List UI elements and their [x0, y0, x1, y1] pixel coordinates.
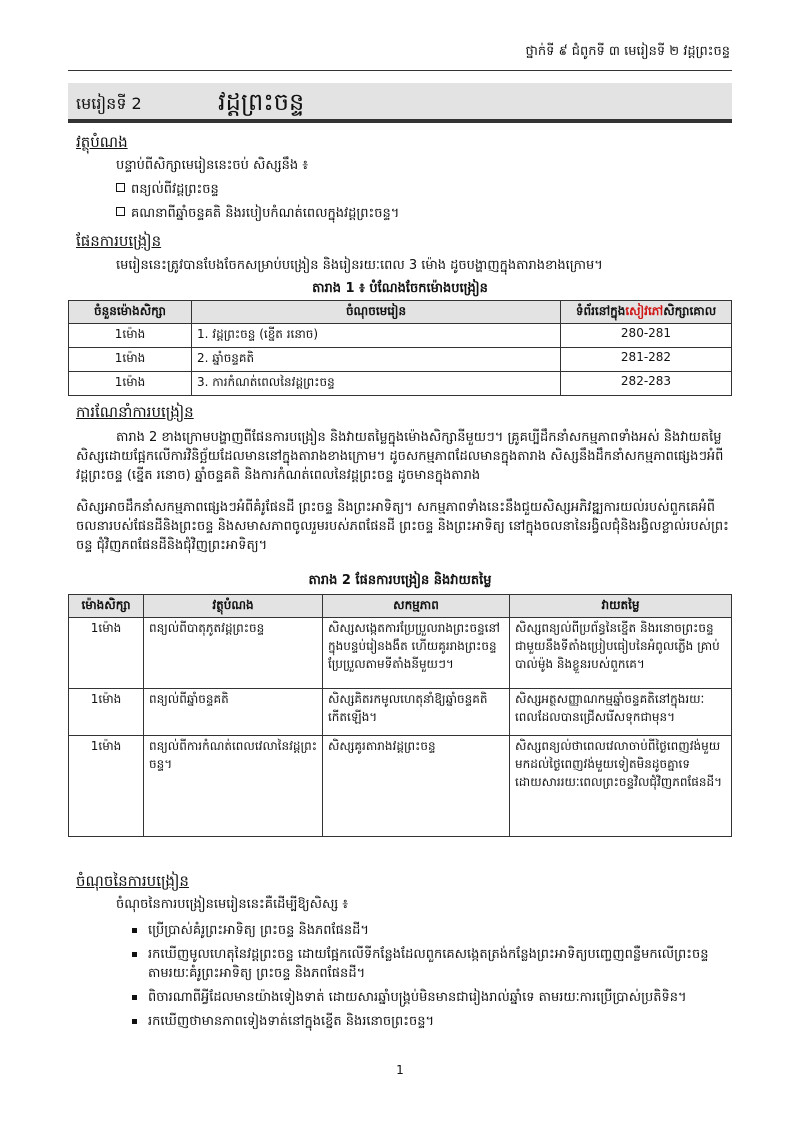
- plan-assessment-table: [68, 594, 732, 837]
- table-cell-hour: 1ម៉ោង: [69, 689, 144, 736]
- page-number: 1: [396, 1063, 404, 1077]
- key-points-list: [132, 921, 732, 1036]
- header-highlight-text: សៀវភៅ: [625, 304, 664, 318]
- objective-text: ពន្យល់ពីវដ្ដព្រះចន្ទ: [131, 182, 219, 197]
- table-cell-pages: 280-281: [561, 324, 732, 348]
- table-header-cell: សកម្មភាព: [323, 595, 510, 618]
- lesson-title-bar: [68, 83, 732, 123]
- lesson-title: វដ្ដព្រះចន្ទ: [218, 88, 305, 116]
- list-item: រកឃើញថាមានភាពទៀងទាត់នៅក្នុងខ្នើត និងរនោចព្រះចន្ទ។: [132, 1012, 732, 1031]
- list-item: ពិចារណាពីអ្វីដែលមានយ៉ាងទៀងទាត់ ដោយសារឆ្នាំបង្គ្រប់មិនមានជារៀងរាល់ឆ្នាំទេ តាមរយៈការប្រើប្រាស់ប្រតិទិន។: [132, 988, 732, 1007]
- table-header-cell: ចំណុចមេរៀន: [192, 301, 561, 324]
- guidance-paragraph-2: សិស្សអាចដឹកនាំសកម្មភាពផ្សេងៗអំពីគំរូផែនដី ព្រះចន្ទ និងព្រះអាទិត្យ។ សកម្មភាពទាំងនេះនឹងជួយសិស្សអភិវឌ្ឍការយល់របស់ពួកគេអំពីចលនារបស់ផែនដីនិងព្រះចន្ទ និងសមាសភាពចូលរួមរបស់ភពផែនដី ព្រះចន្ទ និងព្រះអាទិត្យ នៅក្នុងចលនានៃរង្វិលជុំនិងរង្វិលខ្លាល់របស់ព្រះចន្ទ ជុំវិញភពផែនដីនិងជុំវិញព្រះអាទិត្យ។: [76, 500, 729, 553]
- table-row: [69, 618, 732, 689]
- table-cell-pages: 282-283: [561, 372, 732, 396]
- table-cell-assessment: សិស្សពន្យល់ពីប្រព័ន្ធនៃខ្នើត និងរនោចព្រះចន្ទ ជាមួយនឹងទីតាំងប្រៀបធៀបនៃអំពូលភ្លើង គ្រាប់បាល់ម៉ូង និងខ្លួនរបស់ពួកគេ។: [510, 618, 732, 689]
- table-cell-activity: សិស្សគូរតារាងវដ្ដព្រះចន្ទ: [323, 736, 510, 837]
- guidance-heading: ការណែនាំការបង្រៀន: [76, 403, 194, 421]
- checkbox-bullet-icon: [116, 207, 125, 216]
- table-cell-assessment: សិស្សអត្ថសញ្ញាណកម្មឆ្នាំចន្ទគតិនៅក្នុងរយៈពេលដែលបានជ្រើសរើសទុកជាមុន។: [510, 689, 732, 736]
- table-cell-objective: ពន្យល់ពីឆ្នាំចន្ទគតិ: [144, 689, 323, 736]
- table-row: [69, 372, 732, 396]
- table-cell-hours: 1ម៉ោង: [69, 372, 192, 396]
- table-cell-hours: 1ម៉ោង: [69, 348, 192, 372]
- table-header-cell: [561, 301, 732, 324]
- list-item: ប្រើប្រាស់គំរូព្រះអាទិត្យ ព្រះចន្ទ និងភពផែនដី។: [132, 921, 732, 940]
- table-cell-pages: 281-282: [561, 348, 732, 372]
- table-cell-objective: ពន្យល់ពីការកំណត់ពេលវេលានៃវដ្ដព្រះចន្ទ។: [144, 736, 323, 837]
- table-cell-activity: សិស្សគិតរកមូលហេតុនាំឱ្យឆ្នាំចន្ទគតិកើតឡើង។: [323, 689, 510, 736]
- key-points-heading: ចំណុចនៃការបង្រៀន: [76, 872, 189, 890]
- teaching-plan-heading: ផែនការបង្រៀន: [76, 232, 162, 250]
- table-cell-topic: 3. ការកំណត់ពេលនៃវដ្ដព្រះចន្ទ: [192, 372, 561, 396]
- table-header-cell: ម៉ោងសិក្សា: [69, 595, 144, 618]
- table-row: [69, 736, 732, 837]
- objectives-intro: បន្ទាប់ពីសិក្សាមេរៀននេះចប់ សិស្សនឹង ៖: [116, 158, 309, 173]
- objective-text: គណនាពីឆ្នាំចន្ទគតិ និងរបៀបកំណត់ពេលក្នុងវដ្ដព្រះចន្ទ។: [131, 206, 400, 221]
- lesson-number: មេរៀនទី 2: [76, 94, 142, 113]
- table-header-row: [69, 595, 732, 618]
- table-cell-hours: 1ម៉ោង: [69, 324, 192, 348]
- running-header: ថ្នាក់ទី ៩ ជំពូកទី ៣ មេរៀនទី ២ វដ្ដព្រះចន្ទ: [525, 44, 730, 59]
- objective-item: [116, 205, 399, 223]
- table-header-row: [69, 301, 732, 324]
- table-cell-topic: 1. វដ្ដព្រះចន្ទ (ខ្នើត រនោច): [192, 324, 561, 348]
- table-cell-activity: សិស្សសង្កេតការប្រែប្រួលរាងព្រះចន្ទនៅក្នុងបន្ទប់រៀនងងឹត ហើយគូររាងព្រះចន្ទប្រែប្រួលតាមទីតាំងនីមួយៗ។: [323, 618, 510, 689]
- objective-item: [116, 181, 219, 199]
- table-cell-assessment: សិស្សពន្យល់ថាពេលវេលាចាប់ពីថ្ងៃពេញវង់មួយមកដល់ថ្ងៃពេញវង់មួយទៀតមិនដូចគ្នាទេ ដោយសាររយៈពេលព្រះចន្ទវិលជុំវិញភពផែនដី។: [510, 736, 732, 837]
- table-cell-objective: ពន្យល់ពីបាតុភូតវដ្ដព្រះចន្ទ: [144, 618, 323, 689]
- header-text: ទំព័រនៅក្នុង: [575, 304, 626, 318]
- guidance-paragraph-1: តារាង 2 ខាងក្រោមបង្ហាញពីផែនការបង្រៀន និងវាយតម្លៃក្នុងម៉ោងសិក្សានីមួយៗ។ គ្រូគប្បីដឹកនាំសកម្មភាពទាំងអស់ និងវាយតម្លៃសិស្សដោយផ្អែកលើការវិនិច្ឆ័យដែលមាននៅក្នុងតារាងខាងក្រោម។ ដូចសកម្មភាពដែលមានក្នុងតារាង សិស្សនឹងដឹកនាំសកម្មភាពផ្សេងៗអំពី វដ្ដព្រះចន្ទ (ខ្នើត រនោច) ឆ្នាំចន្ទគតិ និងការកំណត់ពេលនៃវដ្ដព្រះចន្ទ ដូចមានក្នុងតារាង: [76, 430, 724, 483]
- table-cell-topic: 2. ឆ្នាំចន្ទគតិ: [192, 348, 561, 372]
- checkbox-bullet-icon: [116, 183, 125, 192]
- table-row: [69, 348, 732, 372]
- table2-caption: តារាង 2 ផែនការបង្រៀន និងវាយតម្លៃ: [308, 573, 492, 588]
- table1-caption: តារាង 1 ៖ បំណែងចែកម៉ោងបង្រៀន: [312, 281, 488, 296]
- table-row: [69, 324, 732, 348]
- table-cell-hour: 1ម៉ោង: [69, 618, 144, 689]
- teaching-plan-intro: មេរៀននេះត្រូវបានបែងចែកសម្រាប់បង្រៀន និងរៀនរយៈពេល 3 ម៉ោង ដូចបង្ហាញក្នុងតារាងខាងក្រោម។: [116, 258, 603, 273]
- header-divider: [68, 70, 732, 71]
- header-text: សិក្សាគោល: [663, 304, 717, 318]
- table-cell-hour: 1ម៉ោង: [69, 736, 144, 837]
- table-header-cell: វាយតម្លៃ: [510, 595, 732, 618]
- objectives-heading: វត្ថុបំណង: [76, 133, 128, 151]
- key-points-intro: ចំណុចនៃការបង្រៀនមេរៀននេះគឺដើម្បីឱ្យសិស្ស ៖: [116, 897, 349, 912]
- table-row: [69, 689, 732, 736]
- list-item: រកឃើញមូលហេតុនៃវដ្ដព្រះចន្ទ ដោយផ្អែកលើទីកន្លែងដែលពួកគេសង្កេតត្រង់កន្លែងព្រះអាទិត្យបញ្ចេញពន្លឺមកលើព្រះចន្ទ តាមរយៈគំរូព្រះអាទិត្យ ព្រះចន្ទ និងភពផែនដី។: [132, 945, 732, 983]
- lesson-hours-table: [68, 300, 732, 396]
- table-header-cell: ចំនួនម៉ោងសិក្សា: [69, 301, 192, 324]
- table-header-cell: វត្ថុបំណង: [144, 595, 323, 618]
